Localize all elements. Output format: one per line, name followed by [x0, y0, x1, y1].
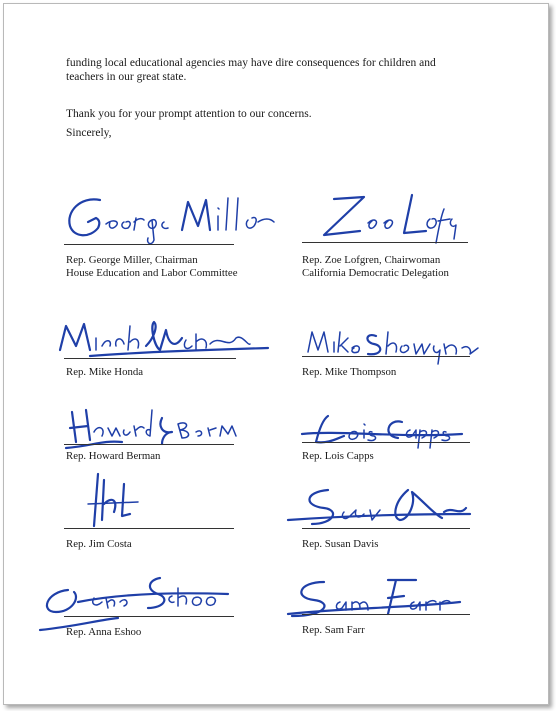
paragraph-end: funding local educational agencies may have dire consequences for children and teachers in our great state. [66, 57, 436, 83]
signature-line-honda [64, 358, 236, 359]
signature-line-capps [302, 442, 470, 443]
signature-line-costa [64, 528, 234, 529]
signer-caption-honda: Rep. Mike Honda [66, 366, 144, 378]
signature-mike-thompson [304, 322, 484, 366]
signature-line-farr [302, 614, 470, 615]
signature-line-thompson [302, 356, 470, 357]
signature-line-lofgren [302, 242, 468, 243]
signature-zoe-lofgren [304, 189, 464, 249]
signer-caption-farr: Rep. Sam Farr [302, 624, 365, 636]
signature-line-eshoo [64, 616, 234, 617]
thanks-line: Thank you for your prompt attention to our concerns. [66, 108, 312, 120]
signature-mike-honda [50, 316, 280, 364]
letter-page [3, 3, 549, 705]
signature-sam-farr [284, 574, 464, 624]
signature-howard-berman [62, 402, 242, 454]
signer-caption-capps: Rep. Lois Capps [302, 450, 374, 462]
signer-caption-miller-2: House Education and Labor Committee [66, 267, 238, 279]
signature-lois-capps [298, 408, 468, 452]
signature-line-davis [302, 528, 470, 529]
signer-caption-costa: Rep. Jim Costa [66, 538, 132, 550]
signer-caption-eshoo: Rep. Anna Eshoo [66, 626, 142, 638]
signer-caption-berman: Rep. Howard Berman [66, 450, 161, 462]
signer-caption-thompson: Rep. Mike Thompson [302, 366, 397, 378]
signature-susan-davis [284, 484, 474, 534]
signer-caption-davis: Rep. Susan Davis [302, 538, 379, 550]
signer-caption-lofgren-1: Rep. Zoe Lofgren, Chairwoman [302, 254, 441, 266]
closing-line: Sincerely, [66, 127, 112, 139]
signature-line-berman [64, 444, 234, 445]
signer-caption-miller-1: Rep. George Miller, Chairman [66, 254, 198, 266]
signature-jim-costa [84, 470, 144, 530]
signature-line-miller [64, 244, 234, 245]
signer-caption-lofgren-2: California Democratic Delegation [302, 267, 449, 279]
